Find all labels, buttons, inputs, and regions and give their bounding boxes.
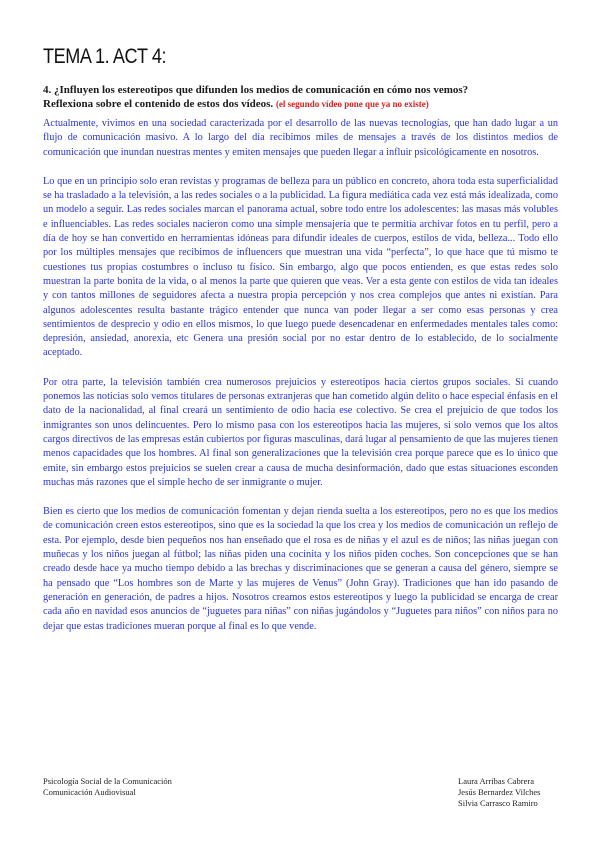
paragraph: Bien es cierto que los medios de comunicación fomentan y dejan rienda suelta a los estereotipos, pero no es que los medios de comunicación creen estos estereotipos, sino que es la sociedad la que los crea y los medios de comunicación un reflejo de esta. Por ejemplo, desde bien pequeños nos han enseñado que el rosa es de niñas y el azul es de niños; las niñas juegan con muñecas y los niños juegan al fútbol; las niñas piden una cocinita y los niños piden coches. Son concepciones que se han creado desde hace ya mucho tiempo debido a las brechas y discriminaciones que se generan a causa del género, siempre se ha pensado que “Los hombres son de Marte y las mujeres de Venus” (John Gray). Tradiciones que han ido pasando de generación en generación, de padres a hijos. Nosotros creamos estos estereotipos y luego la publicidad se encarga de crear cada año en navidad esos anuncios de “juguetes para niñas” con niñas jugándolos y “Juguetes para niños” con niños para no dejar que estas tradiciones mueran porque al final es lo que vende. — [43, 506, 558, 632]
paragraph: Por otra parte, la televisión también crea numerosos prejuicios y estereotipos hacia ciertos grupos sociales. Si cuando ponemos las noticias solo vemos titulares de personas extranjeras que han cometido algún delito o hace especial énfasis en el dato de la nacionalidad, al final creará un sentimiento de odio hacia ese colectivo. Se crea el prejuicio de que todos los inmigrantes son unos delincuentes. Pero lo mismo pasa con los estereotipos hacia las mujeres, si solo vemos que los altos cargos directivos de las empresas están cubiertos por figuras masculinas, dará lugar al pensamiento de que las mujeres tienen menos capacidades que los hombres. Al final son generalizaciones que la televisión crea porque parece que es lo único que emite, sin embargo estos prejuicios se suelen crear a causa de mucha desinformación, dado que estas situaciones esconden muchas más razones que el simple hecho de ser inmigrante o mujer. — [43, 376, 558, 488]
paragraph: Actualmente, vivimos en una sociedad caracterizada por el desarrollo de las nuevas tecnologías, que han dado lugar a un flujo de comunicación masivo. A lo largo del día recibimos miles de mensajes a través de los distintos medios de comunicación que inundan nuestras mentes y emiten mensajes que pueden llegar a influir psicológicamente en nosotros. — [43, 118, 558, 158]
footer-author: Laura Arribas Cabrera — [458, 776, 534, 786]
question-note: (el segundo vídeo pone que ya no existe) — [275, 99, 429, 109]
question-line-1: 4. ¿Influyen los estereotipos que difunden los medios de comunicación en cómo nos vemos? — [43, 84, 469, 96]
question-line-2: Reflexiona sobre el contenido de estos dos vídeos. — [43, 98, 274, 110]
footer-subject: Psicología Social de la Comunicación — [43, 776, 172, 786]
paragraph: Lo que en un principio solo eran revistas y programas de belleza para un público en concreto, ahora toda esta superficialidad se ha trasladado a la televisión, a las redes sociales o a la publicidad. La figura mediática cada vez está más idealizada, como un modelo a seguir. Las redes sociales marcan el panorama actual, sobre todo entre los adolescentes: las masas más volubles e influenciables. Las redes sociales nacieron como una simple mensajería que te permitía archivar fotos en tu perfil, pero a día de hoy se han convertido en herramientas idóneas para difundir ideales de cuerpos, estilos de vida, belleza... Todo ello por los múltiples mensajes que recibimos de influencers que muestran una vida “perfecta”, lo que hace que tú mismo te cuestiones tus propias costumbres o incluso tu físico. Sin embargo, algo que pocos entienden, es que estas redes solo muestran la parte bonita de la vida, o al menos la parte que quieren que veas. Ver a esta gente con estilos de vida tan ideales y con tantos millones de seguidores afecta a nuestra propia percepción y nos crea complejos que antes ni existían. Para algunos adolescentes resulta bastante trágico entender que nunca van poder llegar a ser como esas personas y crea sentimientos de desprecio y odio en ellos mismos, lo que luego puede desencadenar en enfermedades mentales tales como: depresión, ansiedad, anorexia, etc Genera una presión social por no estar dentro de lo establecido, de lo socialmente aceptado. — [43, 175, 558, 359]
page-title: TEMA 1. ACT 4: — [43, 45, 167, 68]
footer-author: Jesús Bernardez Vilches — [458, 787, 541, 797]
footer-author: Silvia Carrasco Ramiro — [458, 798, 538, 808]
footer-degree: Comunicación Audiovisual — [43, 787, 136, 797]
footer-course-info — [43, 776, 172, 798]
footer-authors — [458, 776, 540, 809]
question-block — [43, 83, 563, 111]
answer-body — [43, 117, 558, 649]
